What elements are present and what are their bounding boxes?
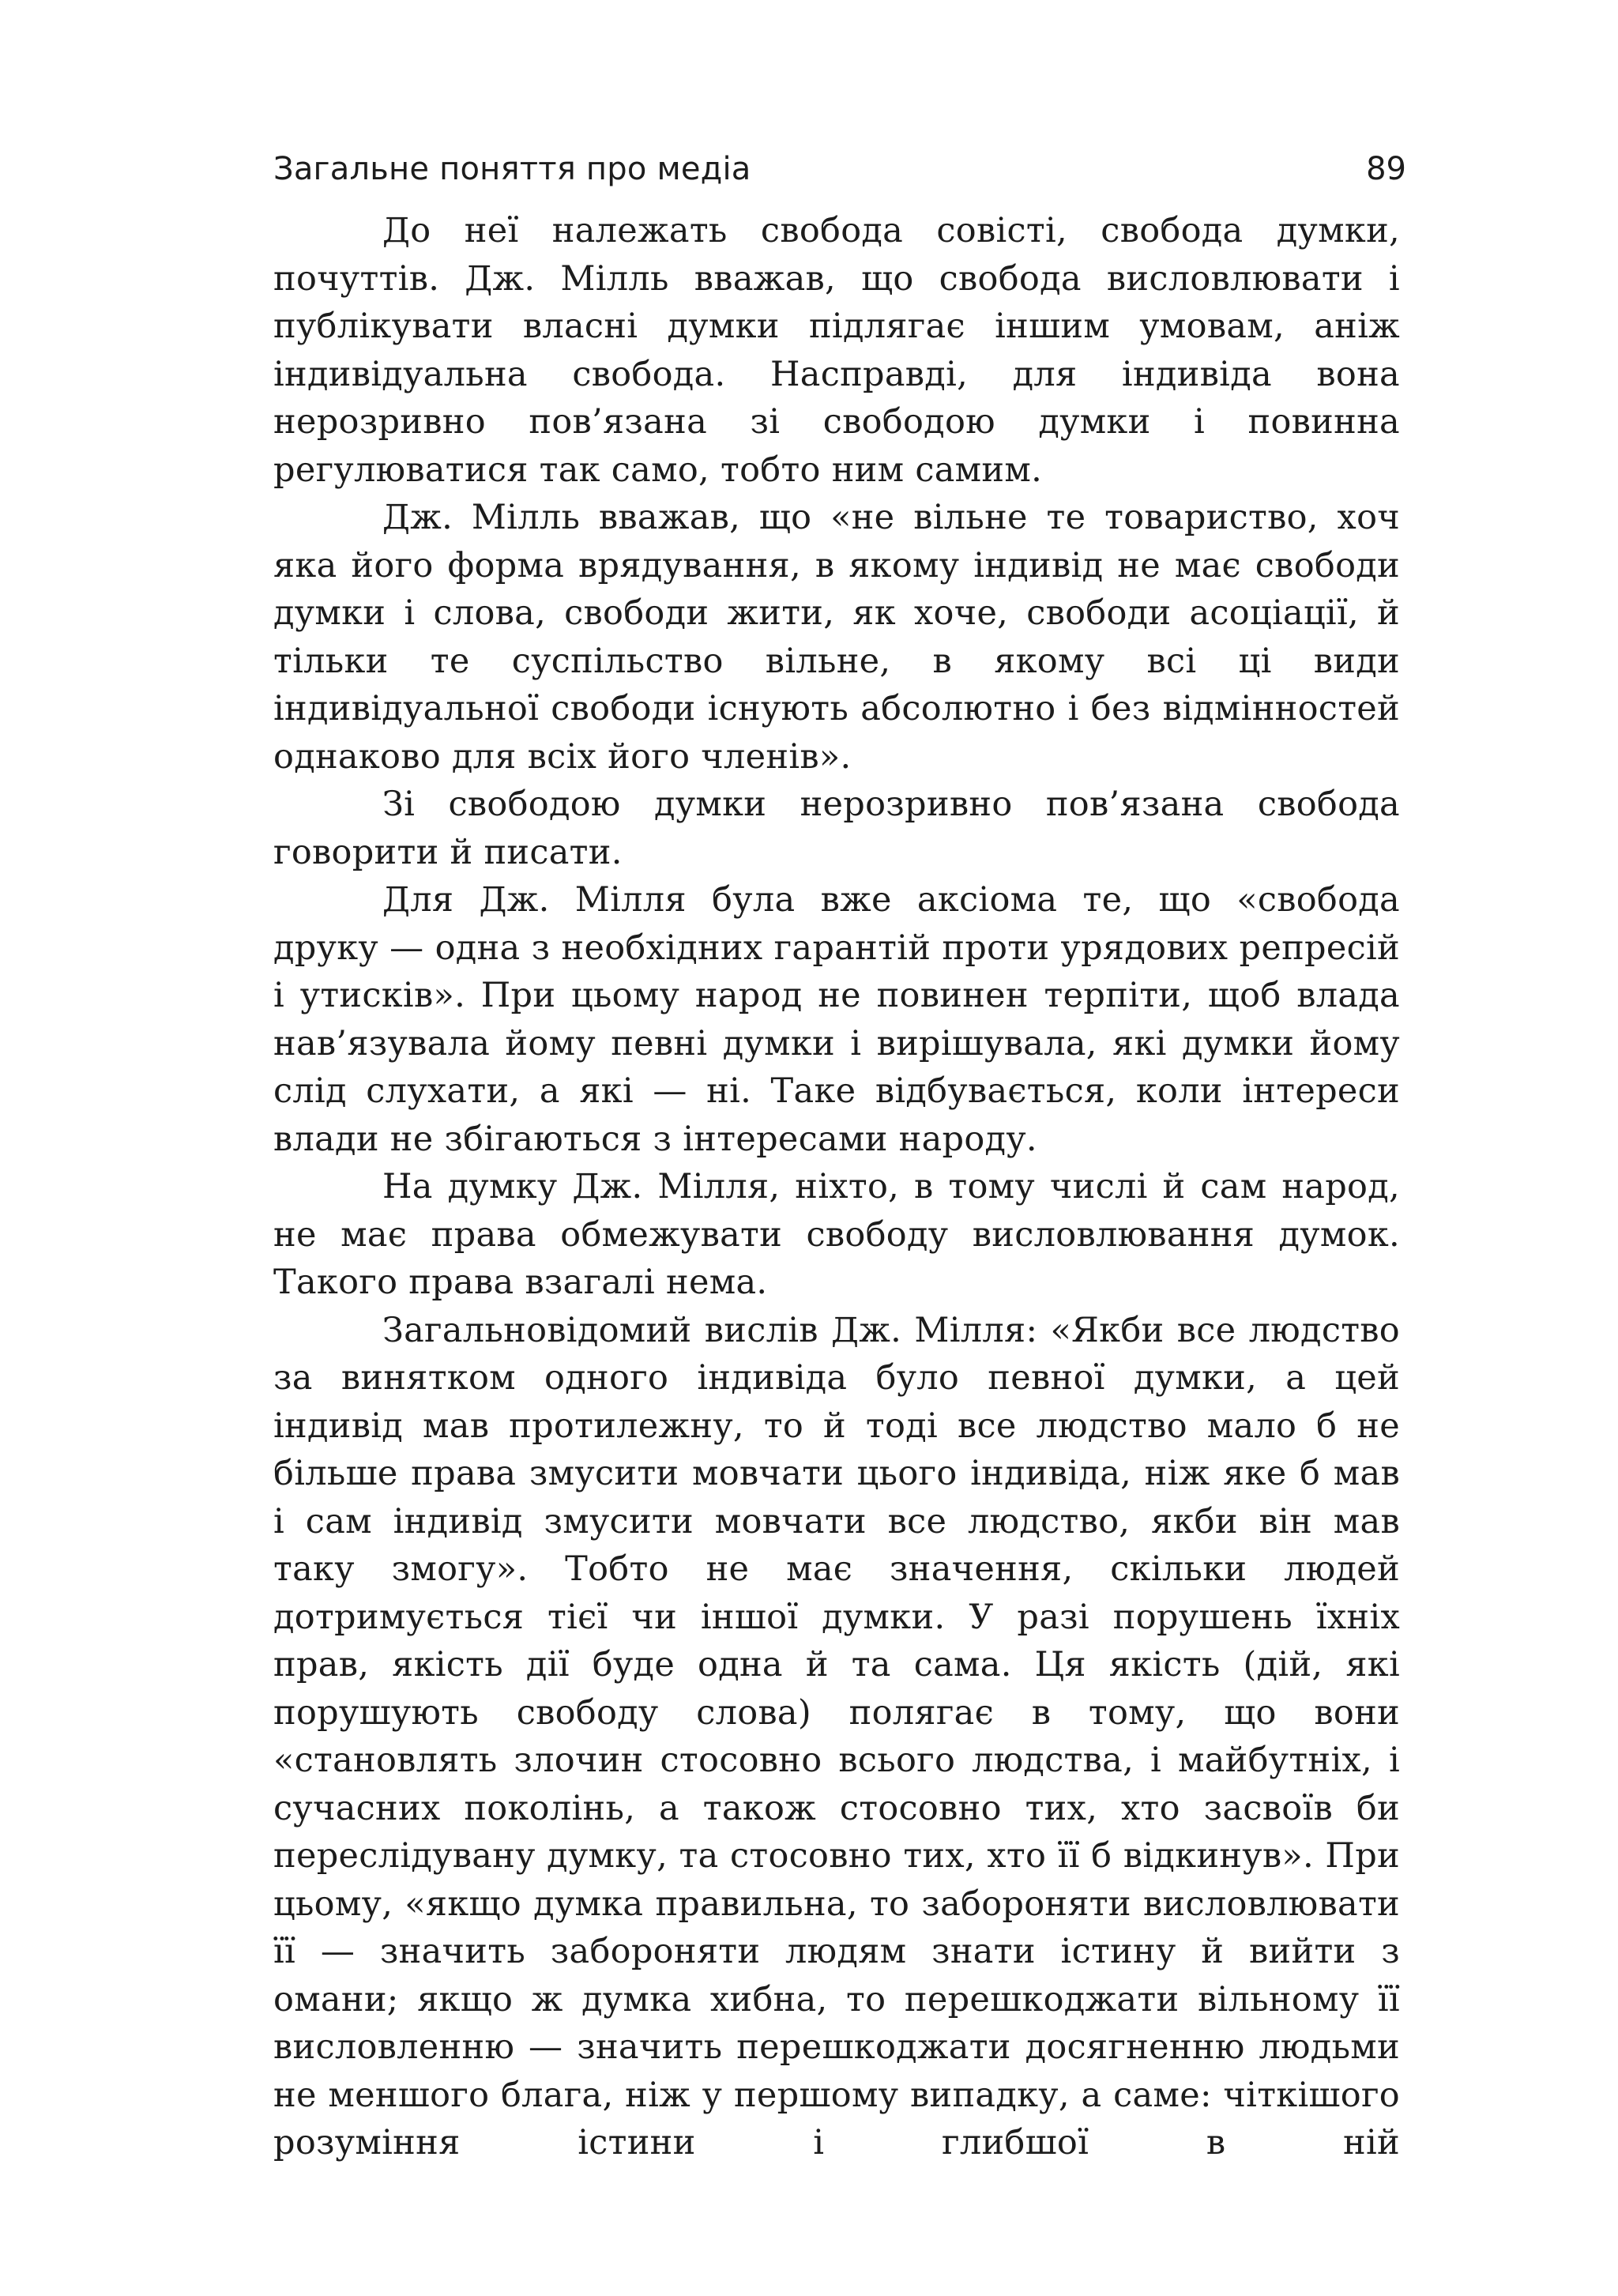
- page-number: 89: [1366, 151, 1406, 187]
- paragraph: Зі свободою думки нерозривно пов’язана свобода говорити й писати.: [273, 785, 1400, 872]
- running-head-title: Загальне поняття про медіа: [273, 151, 751, 187]
- body-text: [273, 207, 1400, 2167]
- paragraph: Дж. Мілль вважав, що «не вільне те товариство, хоч яка його форма врядування, в якому індивід не має свободи думки і слова, свободи жити, як хоче, свободи асоціації, й тільки те суспільство вільне, в якому всі ці види індивідуальної свободи існують абсолютно і без відмінностей однаково для всіх його членів».: [273, 498, 1400, 777]
- paragraph: Загальновідомий вислів Дж. Мілля: «Якби все людство за винятком одного індивіда було певної думки, а цей індивід мав протилежну, то й тоді все людство мало б не більше права змусити мовчати цього індивіда, ніж яке б мав і сам індивід змусити мовчати все людство, якби він мав таку змогу». Тобто не має значення, скільки людей дотримується тієї чи іншої думки. У разі порушень їхніх прав, якість дії буде одна й та сама. Ця якість (дій, які порушують свободу слова) полягає в тому, що вони «становлять злочин стосовно всього людства, і майбутніх, і сучасних поколінь, а також стосовно тих, хто засвоїв би переслідувану думку, та стосовно тих, хто її б відкинув». При цьому, «якщо думка правильна, то забороняти висловлювати її — значить забороняти людям знати істину й вийти з омани; якщо ж думка хибна, то перешкоджати вільному її висловленню — значить перешкоджати досягненню людьми не меншого блага, ніж у першому випадку, а саме: чіткішого розуміння істини і глибшої в ній: [273, 1310, 1400, 2162]
- paragraph: Для Дж. Мілля була вже аксіома те, що «свобода друку — одна з необхідних гарантій проти урядових репресій і утисків». При цьому народ не повинен терпіти, щоб влада нав’язувала йому певні думки і вирішувала, які думки йому слід слухати, а які — ні. Таке відбувається, коли інтереси влади не збігаються з інтересами народу.: [273, 880, 1400, 1159]
- paragraph: До неї належать свобода совісті, свобода думки, почуттів. Дж. Мілль вважав, що свобода висловлювати і публікувати власні думки підлягає іншим умовам, аніж індивідуальна свобода. Насправді, для індивіда вона нерозривно пов’язана зі свободою думки і повинна регулюватися так само, тобто ним самим.: [273, 211, 1400, 490]
- paragraph: На думку Дж. Мілля, ніхто, в тому числі й сам народ, не має права обмежувати свободу висловлювання думок. Такого права взагалі нема.: [273, 1167, 1400, 1302]
